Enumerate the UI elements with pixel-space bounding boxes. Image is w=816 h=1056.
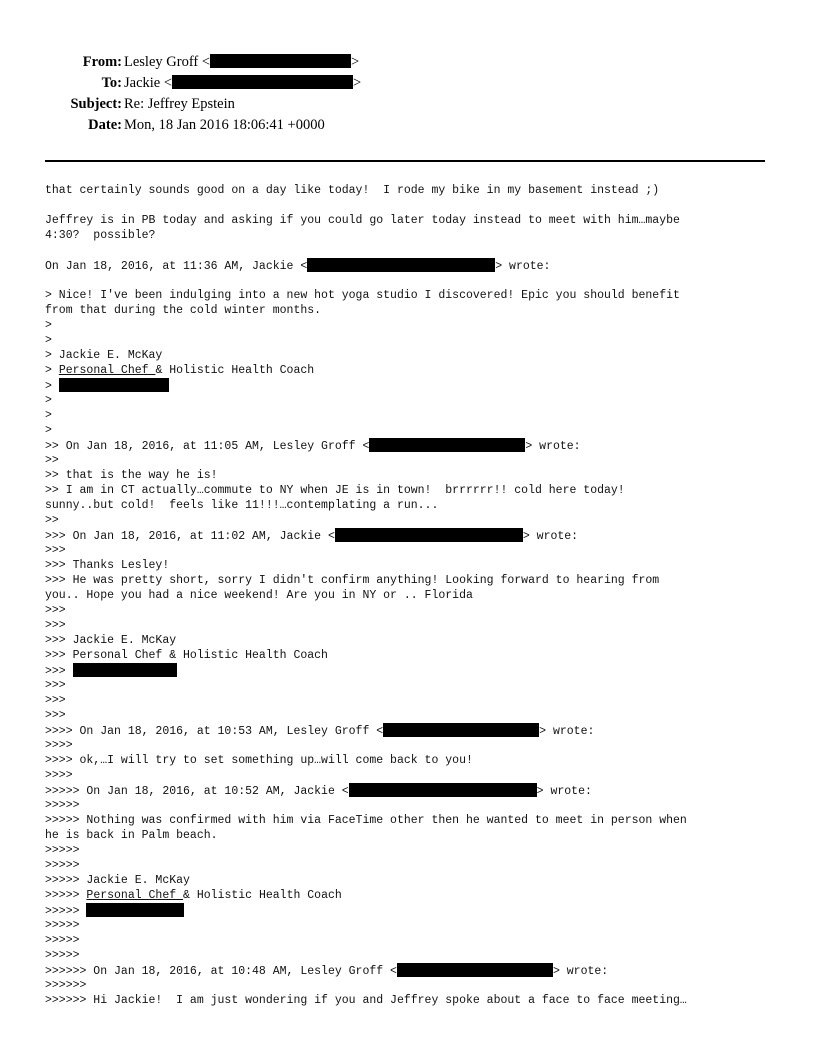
- body-line: [45, 813, 785, 828]
- body-line: [45, 753, 785, 768]
- date-value: Mon, 18 Jan 2016 18:06:41 +0000: [124, 117, 325, 133]
- redaction-box: [86, 903, 184, 917]
- body-line: [45, 288, 785, 303]
- body-line: [45, 708, 785, 723]
- line-text: >: [45, 364, 59, 377]
- subject-value: Re: Jeffrey Epstein: [124, 96, 235, 112]
- line-text: >>> Thanks Lesley!: [45, 559, 170, 572]
- line-text: >>: [45, 514, 59, 527]
- line-text: >>>: [45, 619, 66, 632]
- line-text: >>>>>: [45, 799, 80, 812]
- line-text: >>>: [45, 665, 73, 678]
- body-line: [45, 963, 785, 978]
- line-text: >>>>> Jackie E. McKay: [45, 874, 190, 887]
- line-text: >: [45, 409, 52, 422]
- redaction-box: [59, 378, 169, 392]
- line-text: >>> On Jan 18, 2016, at 11:02 AM, Jackie <: [45, 530, 335, 543]
- line-text: >: [45, 424, 52, 437]
- line-text: >: [45, 319, 52, 332]
- line-text: >>>>: [45, 769, 73, 782]
- line-text: >>>> ok,…I will try to set something up…will come back to you!: [45, 754, 473, 767]
- subject-row: [0, 94, 400, 115]
- body-line: [45, 678, 785, 693]
- line-text: 4:30? possible?: [45, 229, 156, 242]
- line-text: that certainly sounds good on a day like today! I rode my bike in my basement instead ;): [45, 184, 660, 197]
- body-line: [45, 573, 785, 588]
- body-line: [45, 258, 785, 273]
- redaction-box: [335, 528, 523, 542]
- underlined-text: Personal Chef: [86, 889, 184, 902]
- body-line: [45, 303, 785, 318]
- line-text: >: [45, 380, 59, 393]
- body-line: [45, 408, 785, 423]
- from-label: From:: [82, 54, 122, 70]
- underlined-text: Personal Chef: [58, 364, 156, 377]
- body-line: [45, 528, 785, 543]
- line-text: >>> Personal Chef & Holistic Health Coach: [45, 649, 328, 662]
- line-text: > Jackie E. McKay: [45, 349, 163, 362]
- line-text: >>>>>: [45, 844, 80, 857]
- line-text: > wrote:: [552, 965, 609, 978]
- line-text: >> that is the way he is!: [45, 469, 218, 482]
- body-line: [45, 333, 785, 348]
- body-line: [45, 993, 785, 1008]
- line-text: >>>>> On Jan 18, 2016, at 10:52 AM, Jackie <: [45, 785, 349, 798]
- line-text: >>>>>> Hi Jackie! I am just wondering if you and Jeffrey spoke about a face to face meeting…: [45, 994, 687, 1007]
- line-text: On Jan 18, 2016, at 11:36 AM, Jackie <: [45, 260, 308, 273]
- line-text: >>>>>: [45, 859, 80, 872]
- body-line: [45, 843, 785, 858]
- email-body: [45, 183, 785, 1008]
- line-text: >: [45, 334, 52, 347]
- line-text: sunny..but cold! feels like 11!!!…contemplating a run...: [45, 499, 439, 512]
- body-line: [45, 318, 785, 333]
- body-line: [45, 948, 785, 963]
- body-line: [45, 213, 785, 228]
- redaction-box: [369, 438, 525, 452]
- body-line: [45, 603, 785, 618]
- body-line: [45, 423, 785, 438]
- line-text: >>>: [45, 604, 66, 617]
- body-line: [45, 393, 785, 408]
- body-line: [45, 768, 785, 783]
- line-text: Jeffrey is in PB today and asking if you could go later today instead to meet with him…maybe: [45, 214, 680, 227]
- line-text: >>> He was pretty short, sorry I didn't confirm anything! Looking forward to hearing from: [45, 574, 660, 587]
- line-text: >>>>>: [45, 934, 80, 947]
- body-line: [45, 693, 785, 708]
- line-text: >>>: [45, 544, 66, 557]
- redaction-box: [383, 723, 539, 737]
- body-line: [45, 903, 785, 918]
- body-line: [45, 438, 785, 453]
- redaction-box: [397, 963, 553, 977]
- body-line: [45, 543, 785, 558]
- body-line: [45, 453, 785, 468]
- line-text: >: [45, 394, 52, 407]
- email-header: [0, 52, 400, 136]
- to-row: [0, 73, 400, 94]
- line-text: >>>: [45, 679, 66, 692]
- line-text: > wrote:: [525, 440, 581, 453]
- line-text: >> On Jan 18, 2016, at 11:05 AM, Lesley Groff <: [45, 440, 370, 453]
- body-line: [45, 648, 785, 663]
- line-text: >>>> On Jan 18, 2016, at 10:53 AM, Lesley Groff <: [45, 725, 384, 738]
- line-text: > wrote:: [536, 785, 592, 798]
- body-line: [45, 468, 785, 483]
- line-text: >>> Jackie E. McKay: [45, 634, 177, 647]
- to-label: To:: [101, 75, 122, 91]
- line-text: >>>: [45, 709, 66, 722]
- redaction-box: [210, 54, 351, 68]
- date-label: Date:: [88, 117, 122, 133]
- line-text: > wrote:: [495, 260, 551, 273]
- body-line: [45, 783, 785, 798]
- body-line: [45, 273, 785, 288]
- body-line: [45, 228, 785, 243]
- body-line: [45, 183, 785, 198]
- body-line: [45, 558, 785, 573]
- line-text: >>>>>> On Jan 18, 2016, at 10:48 AM, Lesley Groff <: [45, 965, 397, 978]
- line-text: >> I am in CT actually…commute to NY when JE is in town! brrrrrr!! cold here today!: [45, 484, 625, 497]
- line-text: from that during the cold winter months.: [45, 304, 322, 317]
- redaction-box: [349, 783, 537, 797]
- line-text: & Holistic Health Coach: [183, 889, 342, 902]
- body-line: [45, 873, 785, 888]
- body-line: [45, 738, 785, 753]
- line-text: > wrote:: [539, 725, 595, 738]
- body-line: [45, 513, 785, 528]
- line-text: >>>>>: [45, 889, 87, 902]
- line-text: > wrote:: [522, 530, 579, 543]
- body-line: [45, 243, 785, 258]
- body-line: [45, 348, 785, 363]
- line-text: & Holistic Health Coach: [155, 364, 315, 377]
- redaction-box: [172, 75, 353, 89]
- line-text: >>: [45, 454, 59, 467]
- body-line: [45, 363, 785, 378]
- line-text: >>>>: [45, 739, 73, 752]
- line-text: > Nice! I've been indulging into a new hot yoga studio I discovered! Epic you should benefit: [45, 289, 680, 302]
- to-value: Jackie <: [124, 75, 173, 91]
- line-text: he is back in Palm beach.: [45, 829, 218, 842]
- body-line: [45, 198, 785, 213]
- body-line: [45, 618, 785, 633]
- body-line: [45, 798, 785, 813]
- subject-label: Subject:: [70, 96, 122, 112]
- body-line: [45, 588, 785, 603]
- line-text: >>>>>: [45, 919, 80, 932]
- body-line: [45, 498, 785, 513]
- body-line: [45, 918, 785, 933]
- body-line: [45, 828, 785, 843]
- line-text: >>>>>: [45, 905, 87, 918]
- line-text: you.. Hope you had a nice weekend! Are you in NY or .. Florida: [45, 589, 473, 602]
- body-line: [45, 378, 785, 393]
- body-line: [45, 858, 785, 873]
- header-divider: [45, 160, 765, 162]
- redaction-box: [307, 258, 495, 272]
- line-text: >>>>>: [45, 949, 80, 962]
- body-line: [45, 633, 785, 648]
- from-row: [0, 52, 400, 73]
- line-text: >>>: [45, 694, 66, 707]
- body-line: [45, 933, 785, 948]
- to-bracket: >: [353, 75, 362, 91]
- body-line: [45, 723, 785, 738]
- date-row: [0, 115, 400, 136]
- body-line: [45, 978, 785, 993]
- from-value: Lesley Groff <: [124, 54, 211, 70]
- from-bracket: >: [351, 54, 360, 70]
- line-text: >>>>>>: [45, 979, 87, 992]
- redaction-box: [73, 663, 177, 677]
- body-line: [45, 663, 785, 678]
- body-line: [45, 483, 785, 498]
- body-line: [45, 888, 785, 903]
- line-text: >>>>> Nothing was confirmed with him via FaceTime other then he wanted to meet in person when: [45, 814, 687, 827]
